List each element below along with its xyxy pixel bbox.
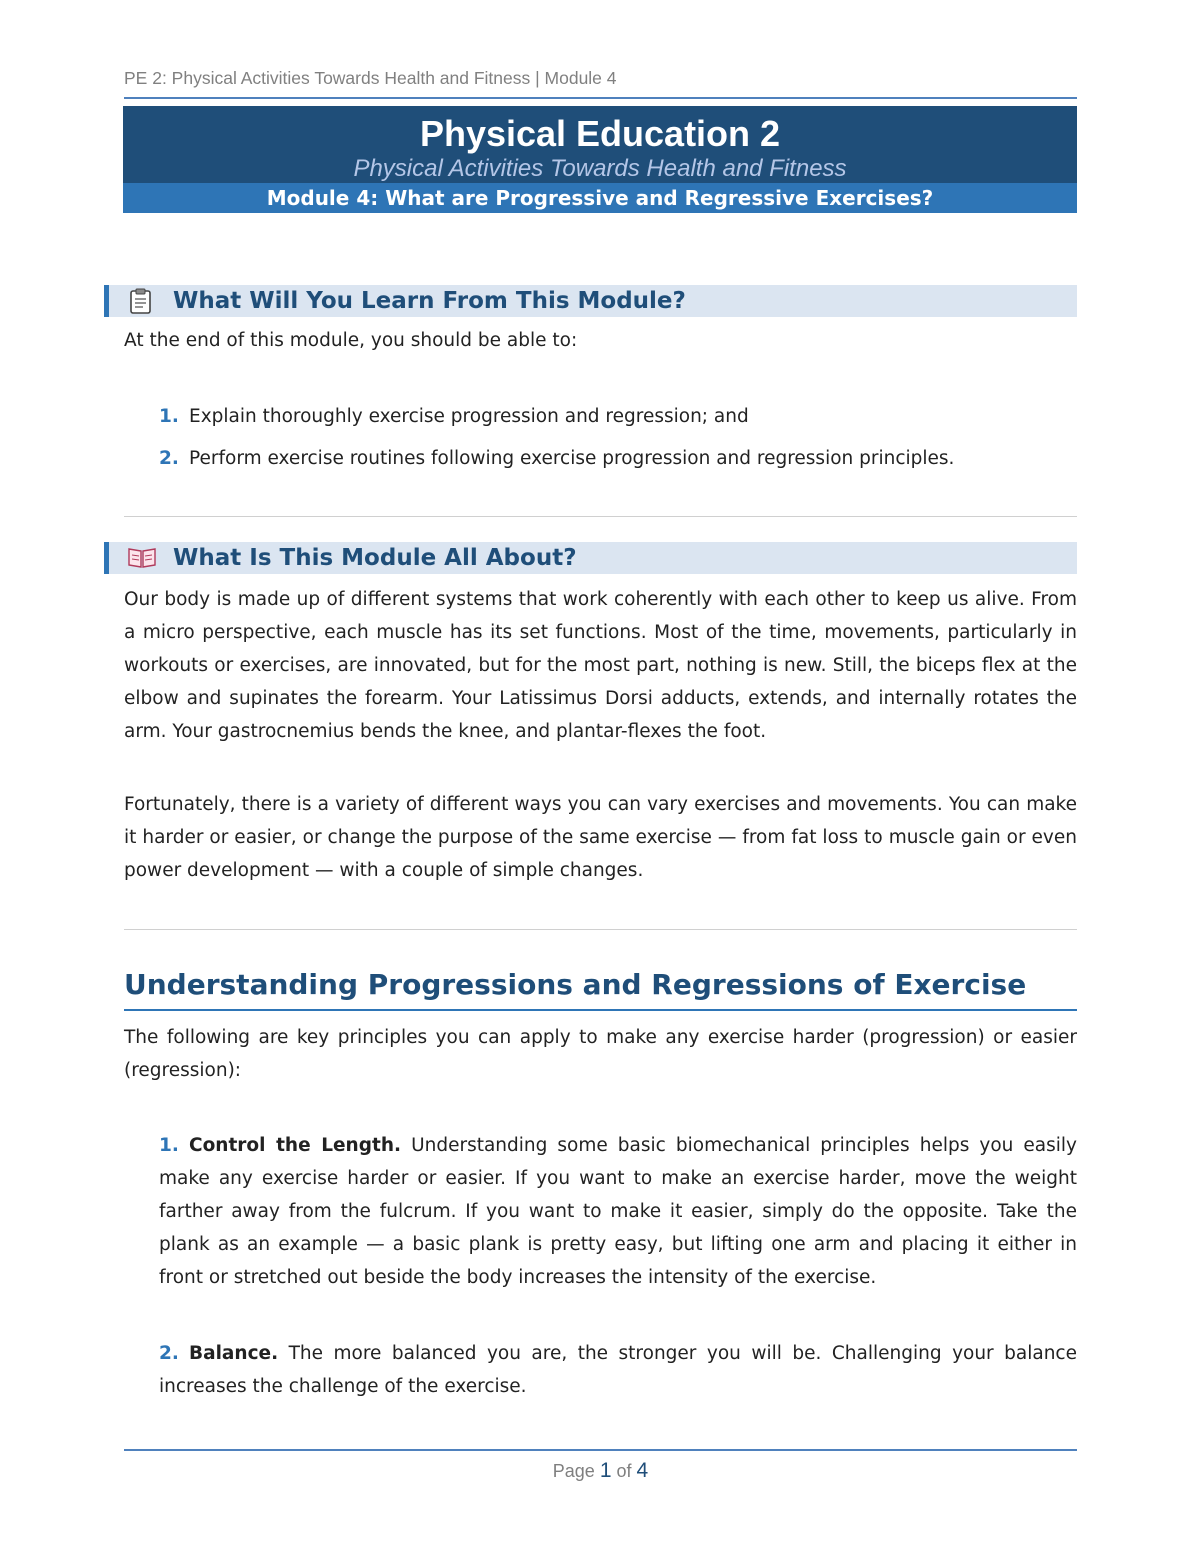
principles-intro: The following are key principles you can apply to make any exercise harder (progression) or easier (regression):: [124, 1027, 1077, 1081]
sub-title: Physical Activities Towards Health and Fitness: [353, 155, 847, 182]
section-heading-understanding: Understanding Progressions and Regressions of Exercise: [124, 965, 1077, 1011]
open-book-icon: [127, 545, 155, 571]
page-total: 4: [636, 1459, 649, 1482]
section-divider: [124, 516, 1077, 517]
learn-intro: At the end of this module, you should be able to:: [124, 330, 578, 351]
section-heading-learn: [104, 285, 1077, 317]
section-heading-text: What Is This Module All About?: [173, 545, 577, 571]
page-footer: Page 1 of 4: [552, 1459, 649, 1482]
clipboard-icon: [127, 288, 155, 314]
item-title: Balance.: [189, 1343, 279, 1364]
footer-rule: [124, 1449, 1077, 1451]
running-header: PE 2: Physical Activities Towards Health and Fitness | Module 4: [124, 68, 617, 88]
list-item: 2. Balance. The more balanced you are, the stronger you will be. Challenging your balance increases the challenge of the exercise.: [159, 1343, 1077, 1397]
module-title: Module 4: What are Progressive and Regressive Exercises?: [123, 183, 1077, 213]
section-heading-about: [104, 542, 1077, 574]
page-number: 1: [599, 1459, 612, 1482]
list-item: 2. Perform exercise routines following exercise progression and regression principles.: [159, 448, 955, 469]
about-paragraph-1: Our body is made up of different systems that work coherently with each other to keep us alive. From a micro perspective, each muscle has its set functions. Most of the time, movements, particularly in workouts or exercises, are innovated, but for the most part, nothing is new. Still, the biceps flex at the elbow and supinates the forearm. Your Latissimus Dorsi adducts, extends, and internally rotates the arm. Your gastrocnemius bends the knee, and plantar-flexes the foot.: [124, 589, 1077, 742]
title-block: [123, 106, 1077, 213]
section-divider: [124, 929, 1077, 930]
list-item: 1. Control the Length. Understanding some basic biomechanical principles helps you easily make any exercise harder or easier. If you want to make an exercise harder, move the weight farther away from the fulcrum. If you want to make it easier, simply do the opposite. Take the plank as an example — a basic plank is pretty easy, but lifting one arm and placing it either in front or stretched out beside the body increases the intensity of the exercise.: [159, 1135, 1078, 1288]
item-title: Control the Length.: [189, 1135, 402, 1156]
header-rule: [124, 97, 1077, 99]
main-title: Physical Education 2: [419, 113, 781, 154]
section-heading-text: What Will You Learn From This Module?: [173, 288, 686, 314]
title-banner: [123, 106, 1077, 183]
list-item: 1. Explain thoroughly exercise progression and regression; and: [159, 406, 749, 427]
about-paragraph-2: Fortunately, there is a variety of different ways you can vary exercises and movements. You can make it harder or easier, or change the purpose of the same exercise — from fat loss to muscle gain or even power development — with a couple of simple changes.: [124, 794, 1077, 881]
